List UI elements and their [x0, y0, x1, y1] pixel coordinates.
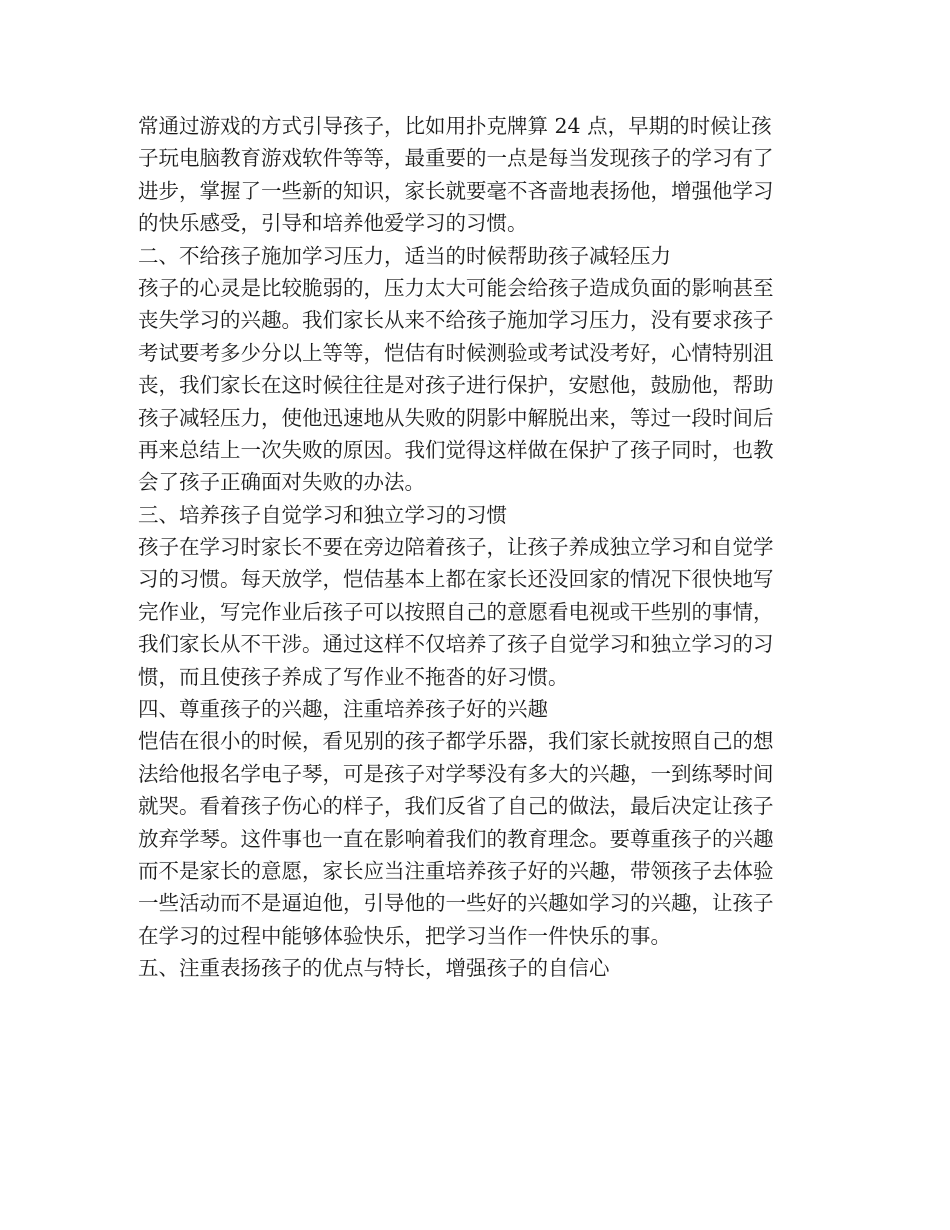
body-text — [138, 110, 818, 985]
section-heading: 二、不给孩子施加学习压力，适当的时候帮助孩子减轻压力 — [138, 243, 671, 268]
paragraph-line: 就哭。看着孩子伤心的样子，我们反省了自己的做法，最后决定让孩子 — [138, 794, 774, 819]
paragraph-line: 惯，而且使孩子养成了写作业不拖沓的好习惯。 — [138, 664, 569, 689]
paragraph-line: 的快乐感受，引导和培养他爱学习的习惯。 — [138, 211, 528, 236]
paragraph-line: 习的习惯。每天放学，恺佶基本上都在家长还没回家的情况下很快地写 — [138, 567, 774, 592]
paragraph-line: 我们家长从不干涉。通过这样不仅培养了孩子自觉学习和独立学习的习 — [138, 632, 774, 657]
section-heading: 五、注重表扬孩子的优点与特长，增强孩子的自信心 — [138, 956, 610, 981]
paragraph-line: 进步，掌握了一些新的知识，家长就要毫不吝啬地表扬他，增强他学习 — [138, 178, 774, 203]
paragraph-line: 会了孩子正确面对失败的办法。 — [138, 470, 425, 495]
paragraph-line: 在学习的过程中能够体验快乐，把学习当作一件快乐的事。 — [138, 923, 671, 948]
paragraph-line: 而不是家长的意愿，家长应当注重培养孩子好的兴趣，带领孩子去体验 — [138, 858, 774, 883]
paragraph-line: 丧，我们家长在这时候往往是对孩子进行保护，安慰他，鼓励他，帮助 — [138, 373, 774, 398]
paragraph-line: 再来总结上一次失败的原因。我们觉得这样做在保护了孩子同时，也教 — [138, 437, 774, 462]
section-heading: 三、培养孩子自觉学习和独立学习的习惯 — [138, 502, 507, 527]
paragraph-line: 丧失学习的兴趣。我们家长从来不给孩子施加学习压力，没有要求孩子 — [138, 308, 774, 333]
paragraph-line: 一些活动而不是逼迫他，引导他的一些好的兴趣如学习的兴趣，让孩子 — [138, 891, 774, 916]
paragraph-line: 孩子减轻压力，使他迅速地从失败的阴影中解脱出来，等过一段时间后 — [138, 405, 774, 430]
paragraph-line: 孩子在学习时家长不要在旁边陪着孩子，让孩子养成独立学习和自觉学 — [138, 535, 774, 560]
paragraph-line: 恺佶在很小的时候，看见别的孩子都学乐器，我们家长就按照自己的想 — [138, 729, 774, 754]
section-heading: 四、尊重孩子的兴趣，注重培养孩子好的兴趣 — [138, 697, 548, 722]
paragraph-line: 常通过游戏的方式引导孩子，比如用扑克牌算 24 点，早期的时候让孩 — [138, 114, 772, 138]
paragraph-line: 孩子的心灵是比较脆弱的，压力太大可能会给孩子造成负面的影响甚至 — [138, 275, 774, 300]
paragraph-line: 完作业，写完作业后孩子可以按照自己的意愿看电视或干些别的事情， — [138, 599, 774, 624]
paragraph-line: 放弃学琴。这件事也一直在影响着我们的教育理念。要尊重孩子的兴趣 — [138, 826, 774, 851]
paragraph-line: 法给他报名学电子琴，可是孩子对学琴没有多大的兴趣，一到练琴时间 — [138, 761, 774, 786]
paragraph-line: 子玩电脑教育游戏软件等等，最重要的一点是每当发现孩子的学习有了 — [138, 146, 774, 171]
paragraph-line: 考试要考多少分以上等等，恺佶有时候测验或考试没考好，心情特别沮 — [138, 340, 774, 365]
